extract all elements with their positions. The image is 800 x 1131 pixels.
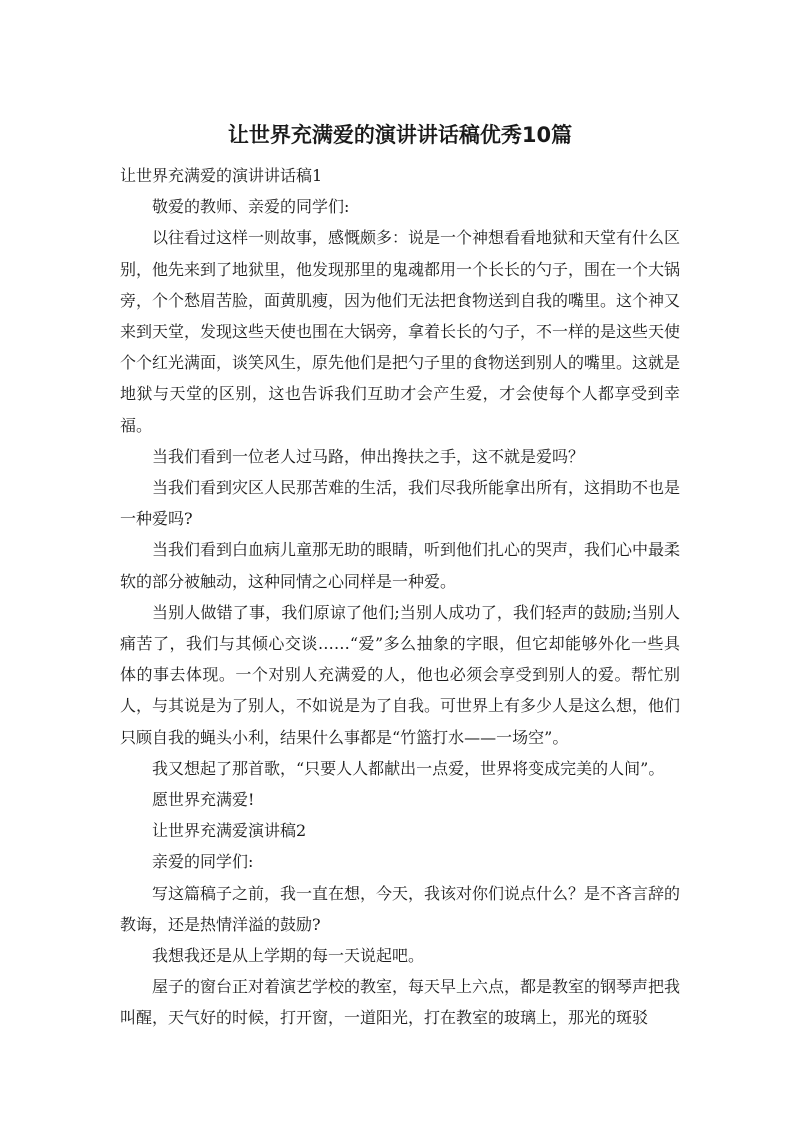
paragraph: 愿世界充满爱! xyxy=(152,790,255,810)
paragraph: 当我们看到灾区人民那苦难的生活，我们尽我所能拿出所有，这捐助不也是一种爱吗? xyxy=(120,478,681,529)
document-body xyxy=(120,160,680,1034)
section-heading: 让世界充满爱的演讲讲话稿1 xyxy=(120,166,323,185)
paragraph: 屋子的窗台正对着演艺学校的教室，每天早上六点，都是教室的钢琴声把我叫醒，天气好的时候，打开窗，一道阳光，打在教室的玻璃上，那光的斑驳 xyxy=(120,977,681,1028)
salutation: 敬爱的教师、亲爱的同学们: xyxy=(152,197,350,217)
paragraph: 写这篇稿子之前，我一直在想，今天，我该对你们说点什么？是不吝言辞的教诲，还是热情洋溢的鼓励? xyxy=(120,883,681,934)
paragraph: 当别人做错了事，我们原谅了他们;当别人成功了，我们轻声的鼓励;当别人痛苦了，我们与其倾心交谈……“爱”多么抽象的字眼，但它却能够外化一些具体的事去体现。一个对别人充满爱的人，他也必须会享受到别人的爱。帮忙别人，与其说是为了别人，不如说是为了自我。可世界上有多少人是这么想，他们只顾自我的蝇头小利，结果什么事都是“竹篮打水——一场空”。 xyxy=(120,602,681,747)
paragraph: 当我们看到一位老人过马路，伸出搀扶之手，这不就是爱吗？ xyxy=(152,446,585,466)
salutation: 亲爱的同学们: xyxy=(152,852,254,872)
paragraph: 我又想起了那首歌，“只要人人都献出一点爱，世界将变成完美的人间”。 xyxy=(152,758,665,778)
paragraph: 我想我还是从上学期的每一天说起吧。 xyxy=(152,946,425,966)
section-heading: 让世界充满爱演讲稿2 xyxy=(152,821,307,841)
document-title: 让世界充满爱的演讲讲话稿优秀10篇 xyxy=(227,123,573,147)
paragraph: 当我们看到白血病儿童那无助的眼睛，听到他们扎心的哭声，我们心中最柔软的部分被触动，这种同情之心同样是一种爱。 xyxy=(120,540,681,591)
paragraph: 以往看过这样一则故事，感慨颇多：说是一个神想看看地狱和天堂有什么区别，他先来到了地狱里，他发现那里的鬼魂都用一个长长的勺子，围在一个大锅旁，个个愁眉苦脸，面黄肌瘦，因为他们无法把食物送到自我的嘴里。这个神又来到天堂，发现这些天使也围在大锅旁，拿着长长的勺子，不一样的是这些天使个个红光满面，谈笑风生，原先他们是把勺子里的食物送到别人的嘴里。这就是地狱与天堂的区别，这也告诉我们互助才会产生爱，才会使每个人都享受到幸福。 xyxy=(120,228,681,435)
